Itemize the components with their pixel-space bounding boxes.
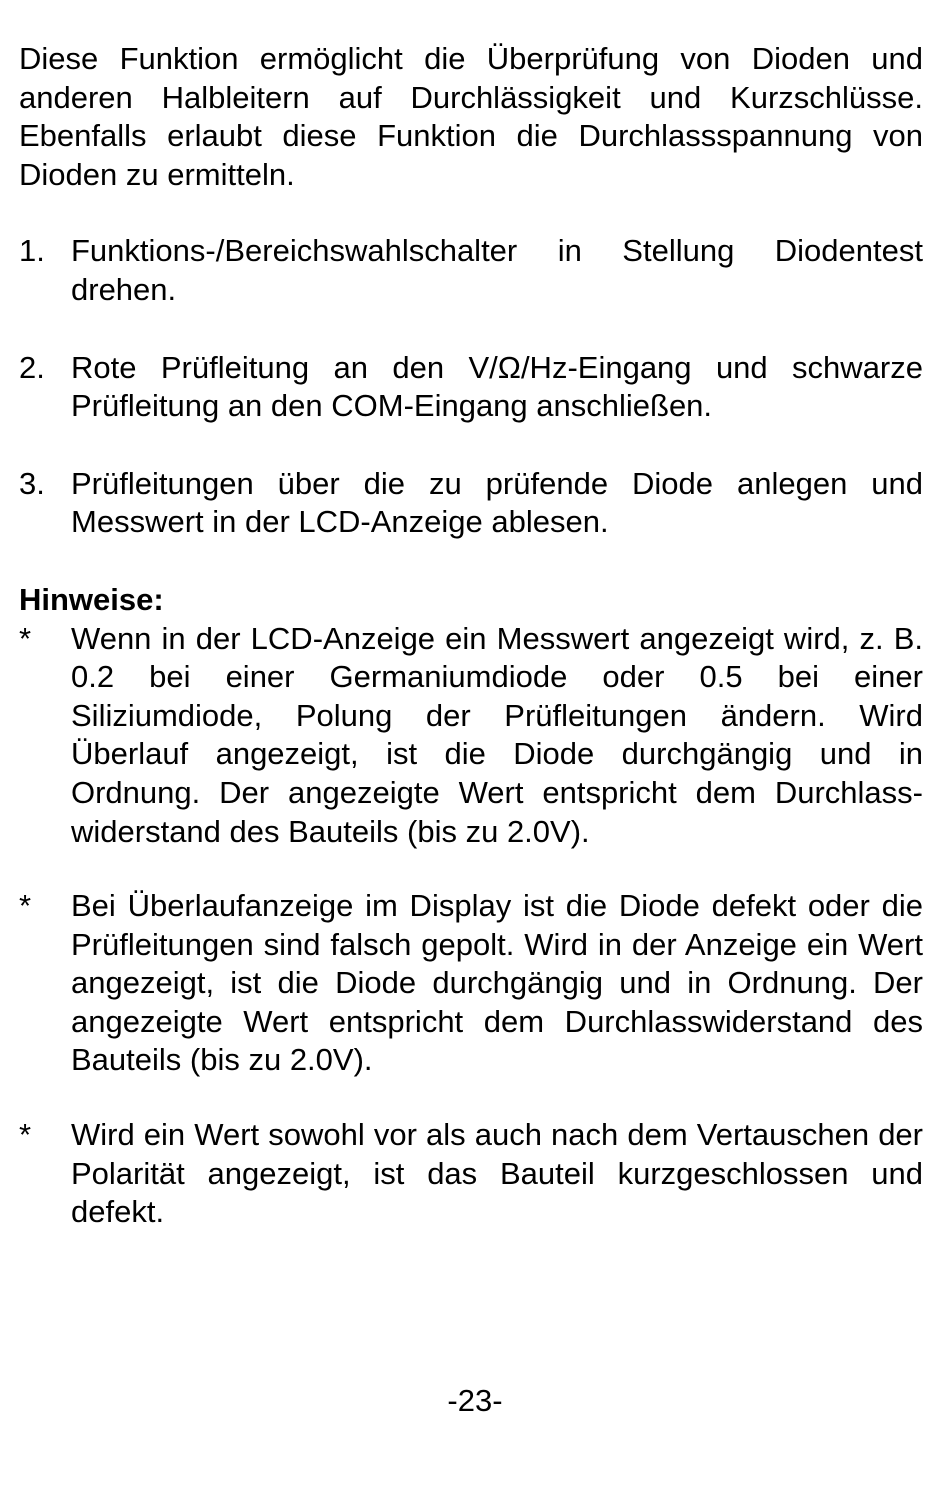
step-text: Rote Prüfleitung an den V/Ω/Hz-Eingang und schwarze Prüfleitung an den COM-Eingang anschließen.: [71, 349, 923, 424]
note-bullet: *: [19, 1117, 32, 1153]
step-number: 3.: [19, 465, 45, 501]
step-3: [19, 465, 923, 542]
page-number: -23-: [447, 1383, 503, 1418]
note-bullet: *: [19, 620, 32, 656]
intro-paragraph: Diese Funktion ermöglicht die Überprüfung von Dioden und anderen Halbleitern auf Durchlässigkeit und Kurzschlüsse. Ebenfalls erlaubt diese Funktion die Durchlassspannung von Dioden zu ermitteln.: [19, 41, 923, 192]
step-number: 2.: [19, 349, 45, 385]
step-1: [19, 232, 923, 309]
note-text: Wird ein Wert sowohl vor als auch nach dem Vertauschen der Polarität angezeigt, ist das Bauteil kurzgeschlossen und defekt.: [71, 1117, 923, 1230]
note-text: Wenn in der LCD-Anzeige ein Messwert angezeigt wird, z. B. 0.2 bei einer Germaniumdiode oder 0.5 bei einer Siliziumdiode, Polung der Prüfleitungen ändern. Wird Überlauf angezeigt, ist die Diode durchgängig und in Ordnung. Der angezeigte Wert entspricht dem Durchlass-widerstand des Bauteils (bis zu 2.0V).: [71, 620, 923, 849]
step-2: [19, 349, 923, 426]
note-1: [19, 620, 923, 852]
step-text: Prüfleitungen über die zu prüfende Diode anlegen und Messwert in der LCD-Anzeige ablesen.: [71, 465, 923, 540]
note-3: [19, 1116, 923, 1232]
manual-page: [19, 40, 923, 1268]
notes-heading: Hinweise:: [19, 581, 164, 617]
step-text: Funktions-/Bereichswahlschalter in Stellung Diodentest drehen.: [71, 233, 923, 307]
step-number: 1.: [19, 233, 45, 269]
note-bullet: *: [19, 888, 32, 924]
note-2: [19, 887, 923, 1080]
note-text: Bei Überlaufanzeige im Display ist die Diode defekt oder die Prüfleitungen sind falsch gepolt. Wird in der Anzeige ein Wert angezeigt, ist die Diode durchgängig und in Ordnung. Der angezeigte Wert entspricht dem Durchlasswiderstand des Bauteils (bis zu 2.0V).: [71, 888, 923, 1078]
